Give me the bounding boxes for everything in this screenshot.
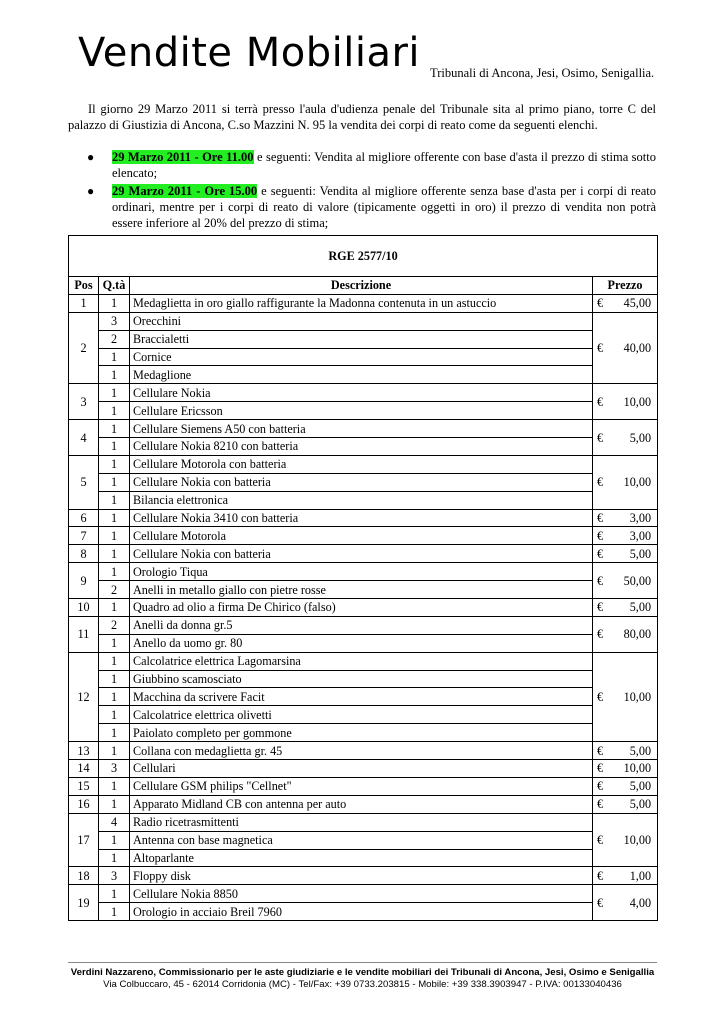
item-desc: Cellulare Nokia 3410 con batteria <box>130 509 593 527</box>
lot-price <box>593 527 658 545</box>
table-row <box>69 402 658 420</box>
item-desc: Giubbino scamosciato <box>130 670 593 688</box>
item-desc: Orecchini <box>130 312 593 330</box>
table-row <box>69 724 658 742</box>
lot-price <box>593 795 658 813</box>
item-qta: 1 <box>99 438 130 456</box>
lot-price <box>593 616 658 652</box>
item-qta: 1 <box>99 294 130 312</box>
item-desc: Macchina da scrivere Facit <box>130 688 593 706</box>
price-amount: 10,00 <box>623 761 652 776</box>
lots-body <box>69 294 658 920</box>
item-qta: 2 <box>99 581 130 599</box>
item-qta: 1 <box>99 831 130 849</box>
lot-pos: 5 <box>69 455 99 509</box>
currency-symbol: € <box>597 868 604 883</box>
currency-symbol: € <box>597 600 604 615</box>
price-amount: 40,00 <box>623 341 652 356</box>
table-row <box>69 652 658 670</box>
item-desc: Quadro ad olio a firma De Chirico (falso) <box>130 599 593 617</box>
lots-table <box>68 235 658 921</box>
item-desc: Cellulare Motorola con batteria <box>130 455 593 473</box>
item-desc: Cellulari <box>130 760 593 778</box>
item-desc: Orologio Tiqua <box>130 563 593 581</box>
item-desc: Altoparlante <box>130 849 593 867</box>
lot-price <box>593 294 658 312</box>
item-qta: 1 <box>99 509 130 527</box>
footer-line-2: Via Colbuccaro, 45 - 62014 Corridonia (MC) - Tel/Fax: +39 0733.203815 - Mobile: +39 338.3903947 - P.IVA: 00133040436 <box>103 979 622 990</box>
table-row <box>69 616 658 634</box>
session-text: e seguenti: Vendita al migliore offerente senza base d'asta per i corpi di reato ordinari, mentre per i corpi di reato di valore (tipicamente oggetti in oro) il prezzo di vendita non potrà essere inferiore al 20% del prezzo di stima; <box>112 184 656 230</box>
item-desc: Calcolatrice elettrica olivetti <box>130 706 593 724</box>
item-desc: Cornice <box>130 348 593 366</box>
session-item <box>86 183 656 231</box>
item-desc: Bilancia elettronica <box>130 491 593 509</box>
item-qta: 1 <box>99 652 130 670</box>
item-desc: Cellulare Nokia con batteria <box>130 545 593 563</box>
item-qta: 1 <box>99 563 130 581</box>
lot-price <box>593 384 658 420</box>
table-row <box>69 903 658 921</box>
lot-pos: 19 <box>69 885 99 921</box>
currency-symbol: € <box>597 573 604 588</box>
table-header-row <box>69 277 658 295</box>
session-item <box>86 149 656 181</box>
price-amount: 10,00 <box>623 689 652 704</box>
item-qta: 1 <box>99 384 130 402</box>
price-amount: 10,00 <box>623 833 652 848</box>
currency-symbol: € <box>597 430 604 445</box>
table-row <box>69 688 658 706</box>
footer-line-1: Verdini Nazzareno, Commissionario per le aste giudiziarie e le vendite mobiliari dei Tribunali di Ancona, Jesi, Osimo e Senigallia <box>70 967 655 978</box>
lot-pos: 6 <box>69 509 99 527</box>
item-qta: 1 <box>99 420 130 438</box>
lot-price <box>593 777 658 795</box>
currency-symbol: € <box>597 341 604 356</box>
lot-price <box>593 312 658 384</box>
table-row <box>69 312 658 330</box>
item-qta: 1 <box>99 599 130 617</box>
item-qta: 2 <box>99 616 130 634</box>
item-desc: Anello da uomo gr. 80 <box>130 634 593 652</box>
lot-pos: 18 <box>69 867 99 885</box>
price-amount: 10,00 <box>623 394 652 409</box>
item-qta: 1 <box>99 348 130 366</box>
price-amount: 5,00 <box>629 430 652 445</box>
item-qta: 1 <box>99 527 130 545</box>
table-row <box>69 438 658 456</box>
currency-symbol: € <box>597 833 604 848</box>
lot-pos: 7 <box>69 527 99 545</box>
item-qta: 3 <box>99 312 130 330</box>
table-row <box>69 760 658 778</box>
item-qta: 1 <box>99 885 130 903</box>
currency-symbol: € <box>597 511 604 526</box>
lot-price <box>593 545 658 563</box>
item-desc: Floppy disk <box>130 867 593 885</box>
item-desc: Orologio in acciaio Breil 7960 <box>130 903 593 921</box>
lot-price <box>593 563 658 599</box>
lot-price <box>593 420 658 456</box>
table-row <box>69 581 658 599</box>
table-row <box>69 885 658 903</box>
price-amount: 5,00 <box>629 546 652 561</box>
table-row <box>69 366 658 384</box>
currency-symbol: € <box>597 627 604 642</box>
bullet-icon: ● <box>87 150 95 164</box>
header-pos: Pos <box>69 277 99 295</box>
price-amount: 3,00 <box>629 528 652 543</box>
item-desc: Cellulare Ericsson <box>130 402 593 420</box>
table-row <box>69 777 658 795</box>
lot-pos: 14 <box>69 760 99 778</box>
item-desc: Anelli da donna gr.5 <box>130 616 593 634</box>
page-footer <box>40 967 685 991</box>
table-row <box>69 634 658 652</box>
lot-pos: 10 <box>69 599 99 617</box>
table-row <box>69 742 658 760</box>
lot-price <box>593 813 658 867</box>
table-row <box>69 563 658 581</box>
item-desc: Medaglietta in oro giallo raffigurante la Madonna contenuta in un astuccio <box>130 294 593 312</box>
lot-price <box>593 652 658 741</box>
currency-symbol: € <box>597 394 604 409</box>
lot-pos: 9 <box>69 563 99 599</box>
item-desc: Braccialetti <box>130 330 593 348</box>
header-desc: Descrizione <box>130 277 593 295</box>
item-qta: 1 <box>99 545 130 563</box>
item-qta: 4 <box>99 813 130 831</box>
header-price: Prezzo <box>593 277 658 295</box>
price-amount: 5,00 <box>629 797 652 812</box>
table-row <box>69 545 658 563</box>
lot-pos: 4 <box>69 420 99 456</box>
item-qta: 1 <box>99 634 130 652</box>
price-amount: 3,00 <box>629 511 652 526</box>
currency-symbol: € <box>597 743 604 758</box>
item-qta: 1 <box>99 795 130 813</box>
table-row <box>69 795 658 813</box>
currency-symbol: € <box>597 475 604 490</box>
item-qta: 1 <box>99 777 130 795</box>
item-qta: 1 <box>99 455 130 473</box>
lot-pos: 1 <box>69 294 99 312</box>
session-text: e seguenti: Vendita al migliore offerente con base d'asta il prezzo di stima sotto elencato; <box>112 150 656 180</box>
currency-symbol: € <box>597 895 604 910</box>
price-amount: 5,00 <box>629 600 652 615</box>
item-desc: Medaglione <box>130 366 593 384</box>
item-desc: Radio ricetrasmittenti <box>130 813 593 831</box>
item-desc: Cellulare Siemens A50 con batteria <box>130 420 593 438</box>
session-list <box>86 149 656 233</box>
lot-pos: 8 <box>69 545 99 563</box>
price-amount: 4,00 <box>629 895 652 910</box>
session-time: 29 Marzo 2011 - Ore 15.00 <box>112 184 258 198</box>
item-qta: 1 <box>99 724 130 742</box>
session-time: 29 Marzo 2011 - Ore 11.00 <box>112 150 254 164</box>
price-amount: 80,00 <box>623 627 652 642</box>
lot-pos: 3 <box>69 384 99 420</box>
table-row <box>69 509 658 527</box>
page-header <box>78 28 678 80</box>
item-desc: Cellulare Nokia con batteria <box>130 473 593 491</box>
currency-symbol: € <box>597 546 604 561</box>
price-amount: 1,00 <box>629 868 652 883</box>
courts-subtitle: Tribunali di Ancona, Jesi, Osimo, Senigallia. <box>430 66 655 80</box>
item-desc: Cellulare Nokia 8210 con batteria <box>130 438 593 456</box>
lot-pos: 16 <box>69 795 99 813</box>
table-row <box>69 420 658 438</box>
lot-price <box>593 885 658 921</box>
price-amount: 50,00 <box>623 573 652 588</box>
lot-price <box>593 455 658 509</box>
item-qta: 3 <box>99 760 130 778</box>
lot-pos: 12 <box>69 652 99 741</box>
price-amount: 5,00 <box>629 779 652 794</box>
table-row <box>69 849 658 867</box>
item-desc: Antenna con base magnetica <box>130 831 593 849</box>
item-qta: 1 <box>99 706 130 724</box>
brand-title: Vendite Mobiliari <box>78 30 421 76</box>
currency-symbol: € <box>597 689 604 704</box>
item-qta: 1 <box>99 688 130 706</box>
currency-symbol: € <box>597 797 604 812</box>
item-desc: Collana con medaglietta gr. 45 <box>130 742 593 760</box>
footer-divider <box>68 962 657 963</box>
lot-price <box>593 867 658 885</box>
table-row <box>69 706 658 724</box>
lot-pos: 15 <box>69 777 99 795</box>
price-amount: 10,00 <box>623 475 652 490</box>
lot-price <box>593 742 658 760</box>
lot-pos: 2 <box>69 312 99 384</box>
item-qta: 1 <box>99 670 130 688</box>
bullet-icon: ● <box>87 184 95 198</box>
item-qta: 1 <box>99 402 130 420</box>
header-qta: Q.tà <box>99 277 130 295</box>
item-desc: Calcolatrice elettrica Lagomarsina <box>130 652 593 670</box>
lot-pos: 11 <box>69 616 99 652</box>
item-desc: Anelli in metallo giallo con pietre rosse <box>130 581 593 599</box>
item-desc: Paiolato completo per gommone <box>130 724 593 742</box>
price-amount: 45,00 <box>623 296 652 311</box>
price-amount: 5,00 <box>629 743 652 758</box>
intro-paragraph: Il giorno 29 Marzo 2011 si terrà presso l'aula d'udienza penale del Tribunale sita al primo piano, torre C del palazzo di Giustizia di Ancona, C.so Mazzini N. 95 la vendita dei corpi di reato come da seguenti elenchi. <box>68 102 656 132</box>
currency-symbol: € <box>597 528 604 543</box>
table-title: RGE 2577/10 <box>69 236 658 277</box>
item-qta: 3 <box>99 867 130 885</box>
item-desc: Cellulare GSM philips "Cellnet" <box>130 777 593 795</box>
table-row <box>69 867 658 885</box>
lot-price <box>593 509 658 527</box>
item-desc: Cellulare Nokia 8850 <box>130 885 593 903</box>
table-row <box>69 831 658 849</box>
lot-pos: 17 <box>69 813 99 867</box>
item-qta: 2 <box>99 330 130 348</box>
item-desc: Cellulare Nokia <box>130 384 593 402</box>
item-desc: Apparato Midland CB con antenna per auto <box>130 795 593 813</box>
lot-price <box>593 599 658 617</box>
item-desc: Cellulare Motorola <box>130 527 593 545</box>
currency-symbol: € <box>597 761 604 776</box>
lot-price <box>593 760 658 778</box>
item-qta: 1 <box>99 903 130 921</box>
table-row <box>69 473 658 491</box>
item-qta: 1 <box>99 742 130 760</box>
table-row <box>69 455 658 473</box>
table-row <box>69 330 658 348</box>
table-row <box>69 384 658 402</box>
table-row <box>69 491 658 509</box>
item-qta: 1 <box>99 366 130 384</box>
table-row <box>69 348 658 366</box>
table-row <box>69 813 658 831</box>
lot-pos: 13 <box>69 742 99 760</box>
table-row <box>69 670 658 688</box>
table-row <box>69 599 658 617</box>
currency-symbol: € <box>597 296 604 311</box>
table-row <box>69 294 658 312</box>
item-qta: 1 <box>99 473 130 491</box>
currency-symbol: € <box>597 779 604 794</box>
table-row <box>69 527 658 545</box>
item-qta: 1 <box>99 491 130 509</box>
item-qta: 1 <box>99 849 130 867</box>
